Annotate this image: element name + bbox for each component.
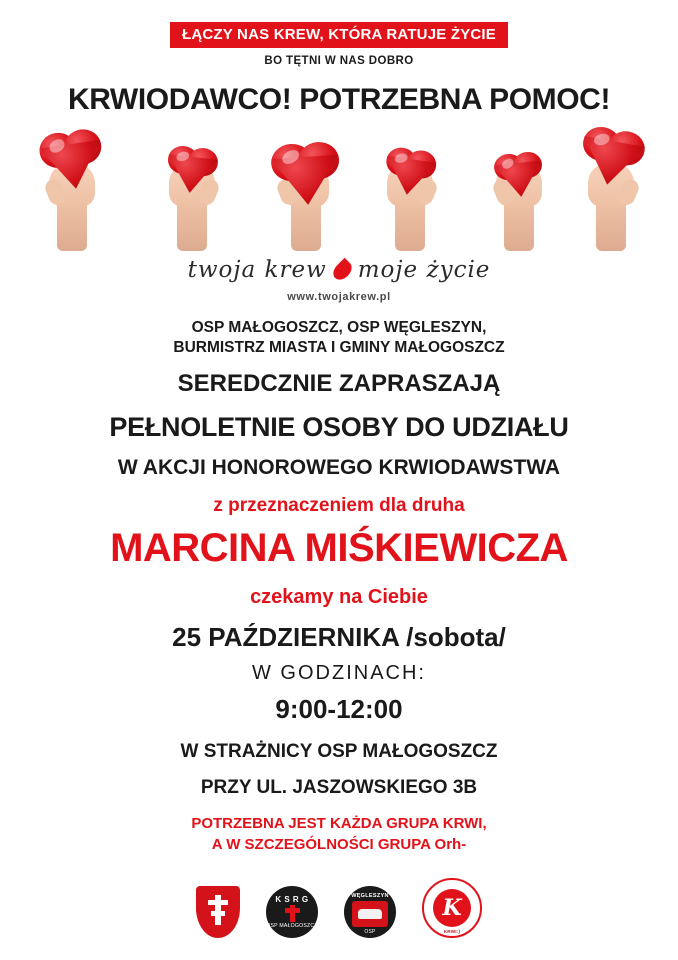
poster-body [0,319,678,854]
waiting-text: czekamy na Ciebie [250,586,428,609]
event-place: W STRAŻNICY OSP MAŁOGOSZCZ [180,740,498,762]
action-text: W AKCJI HONOROWEGO KRWIODAWSTWA [117,455,561,479]
organizers-line-1: OSP MAŁOGOSZCZ, OSP WĘGLESZYN, [191,319,487,336]
krewniacy-letter: K [433,889,471,927]
invite-text: SEREDCZNIE ZAPRASZAJĄ [177,369,501,397]
brand-logo-right: moje życie [357,257,491,283]
heart-icon [37,127,106,193]
blood-drop-icon [330,257,355,282]
banner-top-text: ŁĄCZY NAS KREW, KTÓRA RATUJE ŻYCIE [170,22,508,48]
banner [170,22,508,67]
hours-value: 9:00-12:00 [275,693,403,724]
brand-url[interactable]: www.twojakrew.pl [287,291,391,303]
osp-badge-bottom-text: OSP [364,928,376,935]
ksrg-badge-icon [266,886,318,938]
krewniacy-badge-icon [422,878,482,938]
ksrg-badge-top-text: K S R G [275,894,309,904]
heart-icon [165,145,220,196]
heart-icon [493,151,545,200]
hands-hearts-illustration [19,123,659,251]
beneficiary-name: MARCINA MIŚKIEWICZA [110,525,568,570]
blood-need-line-1: POTRZEBNA JEST KAŻDA GRUPA KRWI, [191,815,487,833]
organizers-line-2: BURMISTRZ MIASTA I GMINY MAŁOGOSZCZ [173,339,505,357]
heart-icon [382,146,438,199]
heart-icon [270,141,342,208]
heart-icon [577,124,648,190]
adults-text: PEŁNOLETNIE OSOBY DO UDZIAŁU [109,411,569,442]
ksrg-badge-bottom-text: OSP MAŁOGOSZCZ [266,922,318,929]
coat-of-arms-malogoszcz-icon [196,886,240,938]
osp-wegleszyn-badge-icon [344,886,396,938]
brand-logo [188,257,491,283]
banner-sub-text: BO TĘTNI W NAS DOBRO [264,55,414,67]
hours-label: W GODZINACH: [252,662,426,685]
event-address: PRZY UL. JASZOWSKIEGO 3B [200,777,478,799]
for-whom-text: z przeznaczeniem dla druha [213,494,465,516]
krewniacy-label: KRWI:) [443,929,461,934]
footer-logos [0,878,678,938]
brand-logo-left: twoja krew [187,257,327,283]
event-date: 25 PAŹDZIERNIKA /sobota/ [172,621,506,652]
blood-need-line-2: A W SZCZEGÓLNOŚCI GRUPA Orh- [211,836,467,854]
page-title: KRWIODAWCO! POTRZEBNA POMOC! [67,83,611,116]
osp-badge-top-text: WĘGLESZYN [351,892,389,899]
